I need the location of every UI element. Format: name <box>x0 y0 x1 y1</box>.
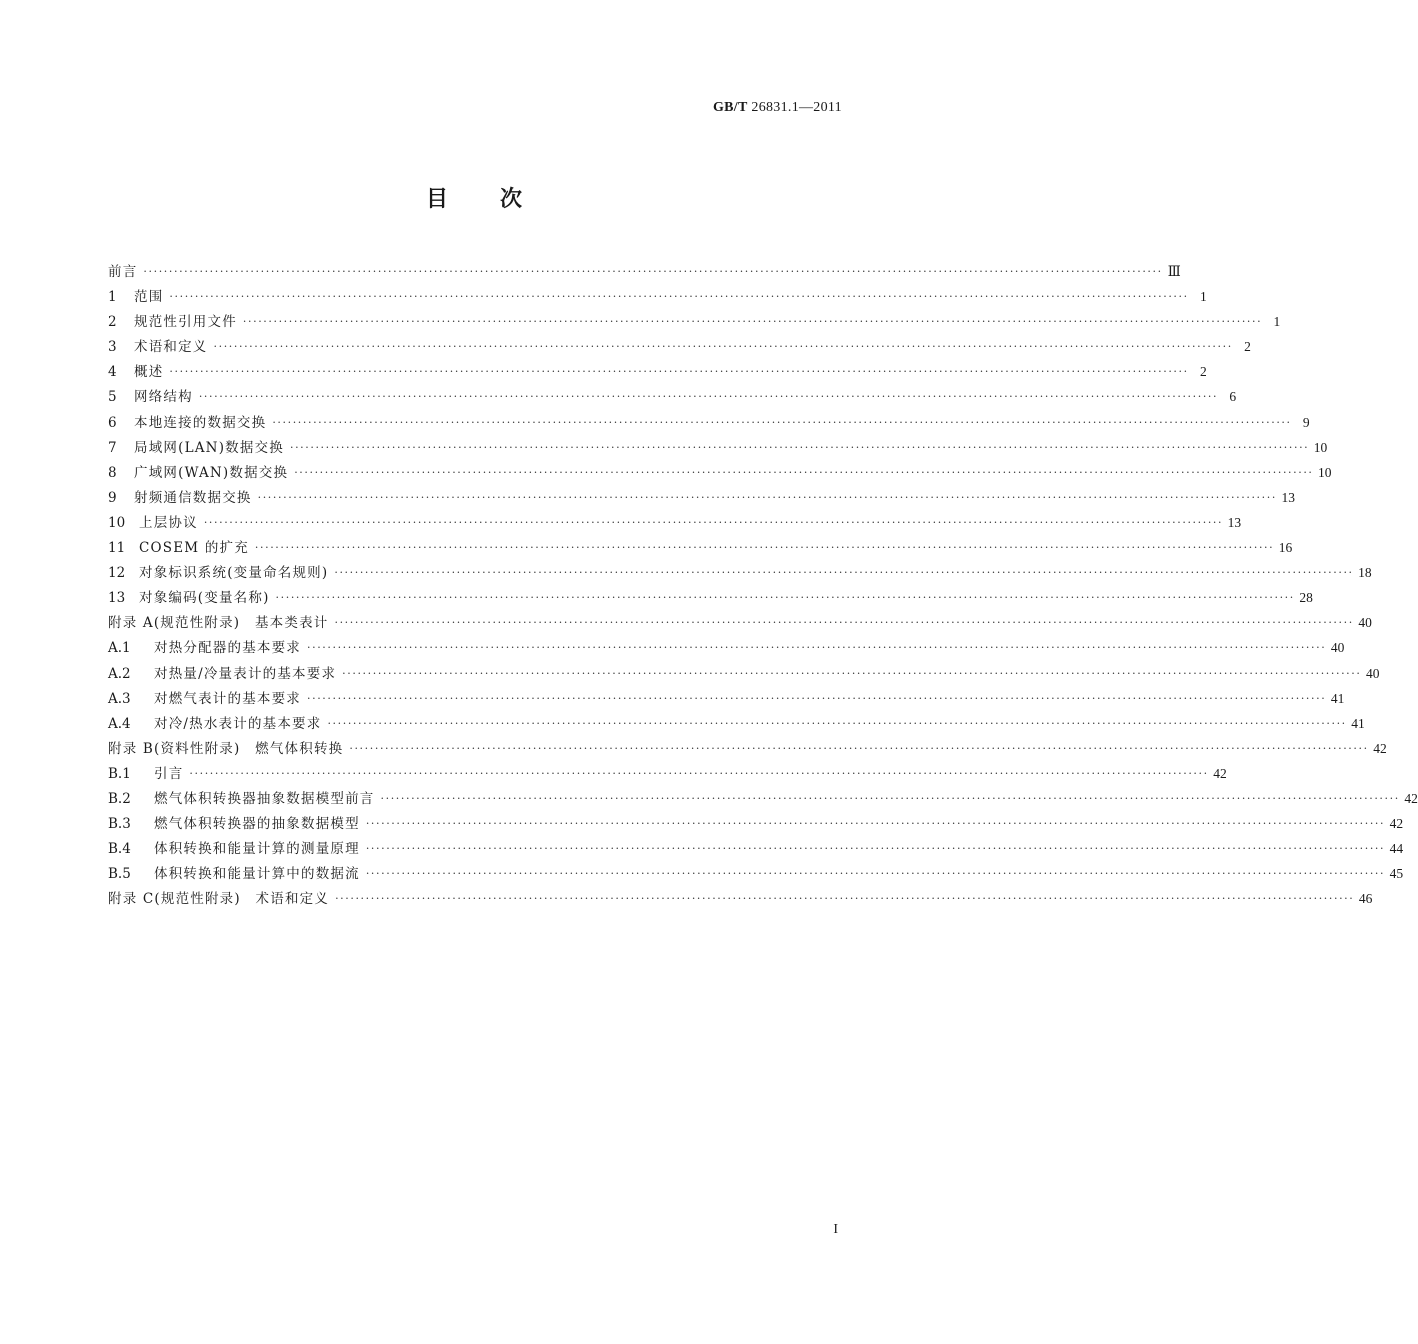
toc-entry-number: 13 <box>108 590 126 607</box>
toc-title-char-2: 次 <box>500 187 525 212</box>
toc-entry-label: 规范性引用文件 <box>134 314 237 331</box>
toc-entry-number: B.5 <box>108 866 131 883</box>
toc-entry[interactable] <box>108 761 1227 786</box>
toc-entry-page: 42 <box>1389 816 1404 832</box>
toc-entry[interactable] <box>108 259 1181 284</box>
toc-entry-label: 术语和定义 <box>134 339 208 356</box>
toc-entry-page: 10 <box>1313 439 1328 455</box>
toc-dot-leader: ········································································································································································································ <box>342 666 1362 680</box>
toc-dot-leader: ········································································································································································································ <box>213 340 1233 354</box>
toc-dot-leader: ········································································································································································································ <box>365 842 1386 856</box>
toc-entry-page: 46 <box>1358 891 1373 907</box>
toc-entry-page: 42 <box>1404 790 1418 806</box>
toc-entry-page: 44 <box>1389 841 1404 857</box>
toc-entry-label: 对象编码(变量名称) <box>139 590 270 607</box>
toc-entry-number: 8 <box>108 464 117 481</box>
toc-entry-label: 广域网(WAN)数据交换 <box>134 464 289 481</box>
toc-title-char-1: 目 <box>425 187 450 212</box>
toc-dot-leader: ········································································································································································································ <box>169 365 1189 379</box>
toc-entry-number: 3 <box>108 339 117 356</box>
toc-entry-page: 40 <box>1365 665 1380 681</box>
toc-dot-leader: ········································································································································································································ <box>198 390 1219 404</box>
toc-entry[interactable] <box>108 560 1372 585</box>
toc-entry-number: B.3 <box>108 816 131 833</box>
toc-entry[interactable] <box>108 610 1372 635</box>
toc-dot-leader: ········································································································································································································ <box>307 641 1327 655</box>
toc-entry-label: 附录 B(资料性附录) 燃气体积转换 <box>108 740 344 757</box>
toc-dot-leader: ········································································································································································································ <box>334 566 1354 580</box>
toc-entry[interactable] <box>108 460 1332 485</box>
toc-entry-page: 1 <box>1273 314 1281 330</box>
toc-entry-page: 28 <box>1299 590 1313 606</box>
toc-entry-label: 对热量/冷量表计的基本要求 <box>154 665 337 682</box>
toc-entry-page: 41 <box>1351 715 1365 731</box>
toc-entry[interactable] <box>108 635 1345 660</box>
toc-dot-leader: ········································································································································································································ <box>365 867 1386 881</box>
toc-dot-leader: ········································································································································································································ <box>254 541 1275 555</box>
toc-entry[interactable] <box>108 661 1380 686</box>
toc-dot-leader: ········································································································································································································ <box>189 766 1209 780</box>
toc-entry-label: 网络结构 <box>134 389 193 406</box>
toc-entry-number: B.1 <box>108 765 131 782</box>
toc-entry-number: 9 <box>108 489 117 506</box>
toc-entry[interactable] <box>108 309 1281 334</box>
toc-entry[interactable] <box>108 359 1207 384</box>
toc-entry-label: 本地连接的数据交换 <box>134 414 267 431</box>
toc-entry-label: 前言 <box>108 264 138 280</box>
toc-entry-number: B.4 <box>108 841 131 858</box>
toc-entry-label: 引言 <box>154 765 184 782</box>
toc-entry-label: 概述 <box>134 364 164 381</box>
toc-entry-number: 2 <box>108 314 117 331</box>
toc-dot-leader: ········································································································································································································ <box>327 716 1347 730</box>
toc-dot-leader: ········································································································································································································ <box>275 591 1295 605</box>
toc-entry-number: 5 <box>108 389 117 406</box>
toc-title <box>0 182 950 213</box>
toc-entry-label: COSEM 的扩充 <box>139 540 249 557</box>
toc-entry-label: 对热分配器的基本要求 <box>154 640 301 657</box>
toc-entry[interactable] <box>108 811 1404 836</box>
toc-entry[interactable] <box>108 886 1373 911</box>
toc-entry[interactable] <box>108 485 1295 510</box>
toc-entry-page: 13 <box>1227 514 1242 530</box>
toc-entry-label: 燃气体积转换器的抽象数据模型 <box>154 816 360 833</box>
toc-entry[interactable] <box>108 711 1365 736</box>
page-number: I <box>833 1222 838 1237</box>
toc-entry[interactable] <box>108 410 1310 435</box>
toc-entry-label: 对燃气表计的基本要求 <box>154 690 301 707</box>
toc-entry[interactable] <box>108 535 1293 560</box>
toc-entry-number: A.1 <box>108 640 131 657</box>
toc-entry-label: 射频通信数据交换 <box>134 489 252 506</box>
toc-dot-leader: ········································································································································································································ <box>335 892 1355 906</box>
toc-entry-label: 对冷/热水表计的基本要求 <box>154 715 322 732</box>
toc-entry-label: 上层协议 <box>139 514 198 531</box>
toc-dot-leader: ········································································································································································································ <box>380 791 1400 805</box>
toc-entry-number: 7 <box>108 439 117 456</box>
toc-entry-label: 燃气体积转换器抽象数据模型前言 <box>154 790 375 807</box>
toc-entry-page: 45 <box>1389 866 1404 882</box>
toc-entry[interactable] <box>108 686 1345 711</box>
toc-entry[interactable] <box>108 510 1242 535</box>
toc-entry-page: 6 <box>1229 389 1237 405</box>
toc-entry-number: A.2 <box>108 665 131 682</box>
toc-entry-page: 9 <box>1302 414 1310 430</box>
toc-entry-page: 16 <box>1278 540 1293 556</box>
toc-dot-leader: ········································································································································································································ <box>203 515 1224 529</box>
toc-dot-leader: ········································································································································································································ <box>242 315 1263 329</box>
toc-entry[interactable] <box>108 861 1404 886</box>
toc-entry[interactable] <box>108 334 1251 359</box>
toc-dot-leader: ········································································································································································································ <box>307 691 1327 705</box>
standard-prefix: GB/T <box>712 100 748 115</box>
toc-entry-label: 范围 <box>134 289 164 306</box>
toc-entry-label: 附录 C(规范性附录) 术语和定义 <box>108 891 330 908</box>
toc-entry-page: 10 <box>1318 464 1332 480</box>
toc-dot-leader: ········································································································································································································ <box>143 265 1163 278</box>
toc-entry[interactable] <box>108 435 1328 460</box>
toc-entry[interactable] <box>108 384 1237 409</box>
toc-dot-leader: ········································································································································································································ <box>334 616 1354 630</box>
toc-entry-page: 40 <box>1358 615 1372 631</box>
toc-entry-number: B.2 <box>108 790 131 807</box>
toc-entry-number: 10 <box>108 514 126 531</box>
toc-entry-label: 体积转换和能量计算的测量原理 <box>154 841 360 858</box>
toc-dot-leader: ········································································································································································································ <box>365 817 1386 831</box>
toc-entry-page: 42 <box>1213 765 1227 781</box>
toc-entry[interactable] <box>108 284 1207 309</box>
standard-code <box>713 100 842 116</box>
toc-dot-leader: ········································································································································································································ <box>272 415 1292 429</box>
toc-entry-number: 1 <box>108 289 117 306</box>
toc-entry-number: A.4 <box>108 715 131 732</box>
table-of-contents <box>108 259 1418 911</box>
toc-entry-label: 体积转换和能量计算中的数据流 <box>154 866 360 883</box>
toc-dot-leader: ········································································································································································································ <box>169 290 1189 304</box>
toc-entry-page: 1 <box>1199 289 1207 305</box>
toc-entry-number: A.3 <box>108 690 131 707</box>
toc-entry[interactable] <box>108 786 1418 811</box>
toc-entry-page: 42 <box>1373 740 1387 756</box>
toc-dot-leader: ········································································································································································································ <box>349 741 1369 755</box>
toc-dot-leader: ········································································································································································································ <box>289 440 1310 454</box>
toc-entry-page: 18 <box>1358 565 1372 581</box>
toc-entry-label: 附录 A(规范性附录) 基本类表计 <box>108 615 329 632</box>
toc-entry-page: Ⅲ <box>1167 264 1181 279</box>
toc-dot-leader: ········································································································································································································ <box>257 490 1277 504</box>
toc-entry[interactable] <box>108 585 1313 610</box>
toc-entry-page: 13 <box>1281 489 1295 505</box>
toc-entry-number: 11 <box>108 540 126 557</box>
standard-number: 26831.1—2011 <box>751 100 842 115</box>
toc-entry-page: 2 <box>1199 364 1207 380</box>
toc-entry-number: 12 <box>108 565 126 582</box>
toc-entry[interactable] <box>108 736 1387 761</box>
toc-dot-leader: ········································································································································································································ <box>294 465 1314 479</box>
toc-entry-page: 2 <box>1244 339 1251 355</box>
toc-entry-label: 对象标识系统(变量命名规则) <box>139 565 329 582</box>
toc-entry-label: 局域网(LAN)数据交换 <box>134 439 284 456</box>
toc-entry-number: 6 <box>108 414 117 431</box>
toc-entry-page: 40 <box>1330 640 1345 656</box>
toc-entry-page: 41 <box>1330 690 1345 706</box>
toc-entry-number: 4 <box>108 364 117 381</box>
toc-entry[interactable] <box>108 836 1404 861</box>
